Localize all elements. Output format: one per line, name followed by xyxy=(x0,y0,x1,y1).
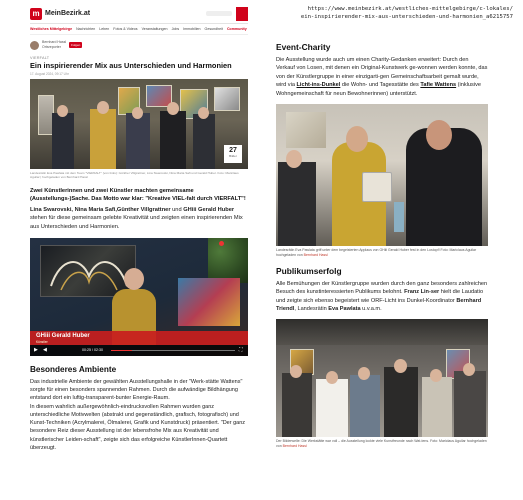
crowd-photo[interactable] xyxy=(276,319,488,437)
nav-item-immobilien[interactable]: Immobilien xyxy=(183,27,201,31)
painting xyxy=(178,278,240,326)
person xyxy=(90,109,116,169)
author-role: Ortsreporter xyxy=(42,45,61,49)
live-indicator-icon xyxy=(219,241,224,246)
video-time: 00:25 / 02:30 xyxy=(82,348,103,353)
photo-caption-crowd: Der Bilderwelle: Die Werkstätte war voll – die Ausstellung lockte viele Kunstfreunde nach Wat-tens. Foto: Mariclaus Aguilar hochgeladen von Bernhard Hassl xyxy=(276,439,487,449)
play-icon[interactable]: ▶ xyxy=(34,346,38,353)
nav-item-nachrichten[interactable]: Nachrichten xyxy=(76,27,96,31)
person xyxy=(282,373,312,437)
fullscreen-icon[interactable]: ⛶ xyxy=(239,346,243,353)
section-title-charity: Event-Charity xyxy=(276,42,331,52)
section-title-publikum: Publikumserfolg xyxy=(276,265,342,276)
section-body-ambiente: Das industrielle Ambiente der gewählten Ausstellungshalle in der "Werk-stätte Wattens" sorgte für einen besonders spannenden Rahmen. Durch die aufwändige Bildhängung entstand dort ein luftig-transparent-bunter Energie-Raum. xyxy=(30,378,243,402)
gallery-count-label: Bilder xyxy=(229,154,237,159)
site-header xyxy=(30,4,248,24)
link-tafie-wattens[interactable]: Tafie Wattens xyxy=(420,82,457,89)
background-wall xyxy=(286,112,326,148)
nav-region[interactable]: Westliches Mittelgebirge xyxy=(30,27,73,31)
page-url-line-1: https://www.meinbezirk.at/westliches-mittelgebirge/c-lokales/ xyxy=(307,6,513,12)
nav-item-fotos-videos[interactable]: Fotos & Videos xyxy=(113,27,138,31)
logo-letter: m xyxy=(32,8,40,18)
nav-item-jobs[interactable]: Jobs xyxy=(171,27,180,31)
person xyxy=(384,367,418,437)
video-player[interactable] xyxy=(30,238,248,356)
person xyxy=(316,379,348,437)
section-body-ambiente-2: In diesem wahrlich außergewöhnlich-eindrucksvollen Rahmen wurden ganz unterschiedliche Motivwelten (abstrakt und gegenständlich, grafisch, fotografisch) und Kunst-Techniken (Acrylmalerei, Ölmalerei, Grafik und Kunstdruck) präsentiert. "Der ganz besondere Reiz dieser Ausstellung ist der lebensfrohe Mix aus Kreativität und künstlerischer Leiden-schaft", zeigte sich das erfolgreiche KünstlerInnen-Quartett überzeugt. xyxy=(30,403,246,451)
section-body-charity: Die Ausstellung wurde auch um einen Charity-Gedanken erweitert: Durch den Verkauf von Losen, mit denen ein Original-Kunstwerk ge-wonnen werden konnte, das von der Künstlergruppe in einer einzigarti-gen Gemeinschaftsarbeit gemalt wurde, wird via Licht-ins-Dunkel die Wohn- und Tagesstätte des Tafie Wattens (inklusive Wohngemeinschaft für neun Bewohnerinnen) unterstützt. xyxy=(276,57,488,97)
person xyxy=(454,371,486,437)
video-name: GHiii Gerald Huber xyxy=(36,332,90,339)
video-progress-fill xyxy=(111,350,132,352)
site-name[interactable]: MeinBezirk.at xyxy=(45,10,91,17)
group-photo[interactable] xyxy=(30,79,248,169)
main-navigation xyxy=(30,24,248,35)
uploader-link[interactable]: Bernhard Hassl xyxy=(303,252,328,257)
person xyxy=(193,114,215,169)
nav-item-gesundheit[interactable]: Gesundheit xyxy=(204,27,223,31)
person xyxy=(160,111,186,169)
article-continuation xyxy=(276,42,488,449)
painting xyxy=(214,87,240,111)
volume-icon[interactable]: ◀ xyxy=(43,346,47,353)
gallery-count-badge[interactable] xyxy=(224,145,242,163)
bottle xyxy=(394,202,404,232)
lottery-bowl xyxy=(362,172,392,202)
uploader-link[interactable]: Bernhard Hassl xyxy=(282,444,307,449)
section-body-publikum: Alle Bemühungen der Künstlergruppe wurden durch den ganz besonders zahlreichen Besuch des kunstinteressierten Publikums belohnt. Franz Lin-ser hielt die Laudatio und zeigte sich ebenso begeistert wie ORF-Licht ins Dunkel-Koordinator Bernhard Triendl, Landesrätin Eva Pawlata u.v.a.m. xyxy=(276,280,488,312)
article-lead: Zwei Künstlerinnen und zwei Künstler machten gemeinsame (Ausstellungs-)Sache. Das Motto war klar: "Kreative VIEL-falt durch VIERFALT"! xyxy=(30,187,246,202)
search-bar[interactable] xyxy=(206,11,232,16)
video-controls xyxy=(30,345,248,356)
gallery-count: 27 xyxy=(229,147,237,155)
site-logo[interactable] xyxy=(30,8,42,20)
page-url xyxy=(288,5,513,21)
ceiling xyxy=(276,319,488,345)
artist-names: Lina Swarovski, Nina Maria Safi,Günther Villgrattner xyxy=(30,207,171,214)
person xyxy=(278,162,316,246)
artist-name-last: GHiii Gerald Huber xyxy=(183,207,235,214)
photo-caption: Landesrätin Eva Pawlata mit dem Team "VIERFALT" (von links): Günther Villgrattner, Lina Swarovski, Nina Maria Safi und Gerald Huber. Foto: Mariclaus Aguilar | hochgeladen von Bernhard Hassl xyxy=(30,171,239,180)
author-name[interactable]: Bernhard Hassl xyxy=(42,40,67,45)
video-role: Künstler xyxy=(36,339,48,344)
author-row xyxy=(30,38,248,52)
article-title: Ein inspirierender Mix aus Unterschieden und Harmonien xyxy=(30,61,232,70)
article-screenshot xyxy=(30,4,248,452)
article-meta: 17. August 2024, 09:17 Uhr xyxy=(30,72,69,77)
nav-item-leben[interactable]: Leben xyxy=(99,27,110,31)
person xyxy=(422,377,452,437)
video-progress-bar[interactable] xyxy=(111,350,235,352)
section-title-ambiente: Besonderes Ambiente xyxy=(30,364,117,374)
author-avatar[interactable] xyxy=(30,41,39,50)
article-kicker: VIERFALT xyxy=(30,56,50,60)
plant xyxy=(208,238,248,283)
person xyxy=(350,375,380,437)
photo-caption-lottery: Landesrätin Eva Pawlata griff unter dem begeisterten Applaus von GHiii Gerald Huber fest in den Lostopf! Foto: Mariclaus Aguilar hochgeladen von Bernhard Hassl xyxy=(276,247,477,257)
nav-item-community[interactable]: Community xyxy=(226,27,247,31)
login-button[interactable] xyxy=(236,7,248,21)
follow-button[interactable]: Folgen xyxy=(71,43,81,47)
person xyxy=(126,113,150,169)
link-licht-ins-dunkel[interactable]: Licht-ins-Dunkel xyxy=(296,82,341,89)
person xyxy=(52,113,74,169)
page-url-line-2: ein-inspirierender-mix-aus-unterschieden-und-harmonien_a6215757 xyxy=(300,14,513,21)
article-lead-2: Lina Swarovski, Nina Maria Safi,Günther Villgrattner und GHiii Gerald Huber stehen für diese gemeinsam gelebte Kreativität und zeigten einen inspirierenden Mix aus Unterschieden und Harmonien. xyxy=(30,207,243,230)
nav-item-veranstaltungen[interactable]: Veranstaltungen xyxy=(141,27,168,31)
lottery-photo[interactable] xyxy=(276,104,488,246)
